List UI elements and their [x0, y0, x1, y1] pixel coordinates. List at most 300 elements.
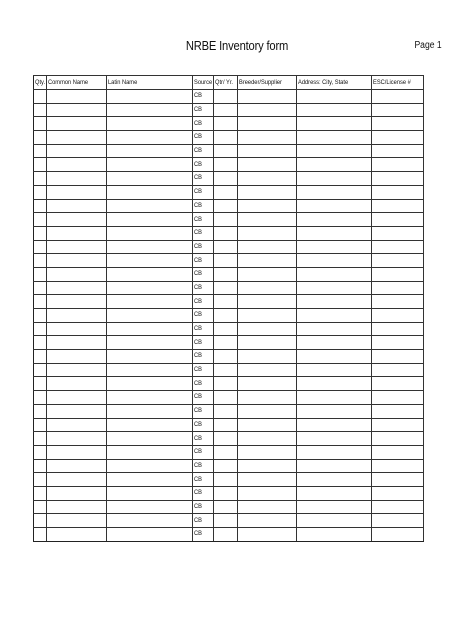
source-cell [193, 500, 214, 514]
address-cell[interactable] [297, 445, 372, 459]
common-name-cell[interactable] [47, 172, 107, 186]
qtr-yr-cell[interactable] [214, 281, 238, 295]
qty-cell[interactable] [34, 459, 47, 473]
esc-license-cell[interactable] [372, 131, 424, 145]
common-name-cell[interactable] [47, 226, 107, 240]
latin-name-cell[interactable] [107, 473, 193, 487]
address-cell[interactable] [297, 185, 372, 199]
esc-license-cell[interactable] [372, 432, 424, 446]
address-cell[interactable] [297, 199, 372, 213]
common-name-cell[interactable] [47, 185, 107, 199]
qty-cell[interactable] [34, 199, 47, 213]
latin-name-cell[interactable] [107, 281, 193, 295]
qty-cell[interactable] [34, 172, 47, 186]
source-cell [193, 404, 214, 418]
breeder-supplier-cell[interactable] [238, 213, 297, 227]
qtr-yr-cell[interactable] [214, 172, 238, 186]
source-value: CB [194, 229, 202, 237]
source-value: CB [194, 147, 202, 155]
header-common-name: Common Name [47, 76, 107, 90]
source-value: CB [194, 325, 202, 333]
address-cell[interactable] [297, 336, 372, 350]
common-name-cell[interactable] [47, 267, 107, 281]
qty-cell[interactable] [34, 281, 47, 295]
common-name-cell[interactable] [47, 103, 107, 117]
address-cell[interactable] [297, 418, 372, 432]
address-cell[interactable] [297, 103, 372, 117]
source-value: CB [194, 174, 202, 182]
address-cell[interactable] [297, 267, 372, 281]
qtr-yr-cell[interactable] [214, 226, 238, 240]
address-cell[interactable] [297, 240, 372, 254]
qtr-yr-cell[interactable] [214, 117, 238, 131]
latin-name-cell[interactable] [107, 240, 193, 254]
common-name-cell[interactable] [47, 391, 107, 405]
qtr-yr-cell[interactable] [214, 322, 238, 336]
address-cell[interactable] [297, 117, 372, 131]
qtr-yr-cell[interactable] [214, 350, 238, 364]
qty-cell[interactable] [34, 377, 47, 391]
esc-license-cell[interactable] [372, 185, 424, 199]
common-name-cell[interactable] [47, 486, 107, 500]
esc-license-cell[interactable] [372, 322, 424, 336]
common-name-cell[interactable] [47, 473, 107, 487]
table-row [34, 199, 424, 213]
common-name-cell[interactable] [47, 117, 107, 131]
breeder-supplier-cell[interactable] [238, 117, 297, 131]
qty-cell[interactable] [34, 528, 47, 542]
address-cell[interactable] [297, 350, 372, 364]
esc-license-cell[interactable] [372, 240, 424, 254]
table-row [34, 432, 424, 446]
esc-license-cell[interactable] [372, 363, 424, 377]
table-row [34, 240, 424, 254]
esc-license-cell[interactable] [372, 213, 424, 227]
common-name-cell[interactable] [47, 281, 107, 295]
qtr-yr-cell[interactable] [214, 199, 238, 213]
common-name-cell[interactable] [47, 144, 107, 158]
common-name-cell[interactable] [47, 514, 107, 528]
address-cell[interactable] [297, 309, 372, 323]
source-cell [193, 432, 214, 446]
breeder-supplier-cell[interactable] [238, 473, 297, 487]
breeder-supplier-cell[interactable] [238, 226, 297, 240]
breeder-supplier-cell[interactable] [238, 514, 297, 528]
qty-cell[interactable] [34, 158, 47, 172]
common-name-cell[interactable] [47, 363, 107, 377]
qtr-yr-cell[interactable] [214, 528, 238, 542]
esc-license-cell[interactable] [372, 254, 424, 268]
source-value: CB [194, 407, 202, 415]
breeder-supplier-cell[interactable] [238, 281, 297, 295]
qty-cell[interactable] [34, 295, 47, 309]
qtr-yr-cell[interactable] [214, 254, 238, 268]
qty-cell[interactable] [34, 391, 47, 405]
address-cell[interactable] [297, 213, 372, 227]
table-row [34, 295, 424, 309]
esc-license-cell[interactable] [372, 226, 424, 240]
address-cell[interactable] [297, 172, 372, 186]
address-cell[interactable] [297, 254, 372, 268]
esc-license-cell[interactable] [372, 486, 424, 500]
source-cell [193, 199, 214, 213]
breeder-supplier-cell[interactable] [238, 350, 297, 364]
address-cell[interactable] [297, 459, 372, 473]
breeder-supplier-cell[interactable] [238, 240, 297, 254]
common-name-cell[interactable] [47, 131, 107, 145]
qtr-yr-cell[interactable] [214, 240, 238, 254]
qty-cell[interactable] [34, 240, 47, 254]
latin-name-cell[interactable] [107, 514, 193, 528]
qtr-yr-cell[interactable] [214, 103, 238, 117]
common-name-cell[interactable] [47, 377, 107, 391]
source-cell [193, 486, 214, 500]
header-breeder-supplier: Breeder/Supplier [238, 76, 297, 90]
header-esc-license: ESC/License # [372, 76, 424, 90]
table-row [34, 226, 424, 240]
common-name-cell[interactable] [47, 254, 107, 268]
breeder-supplier-cell[interactable] [238, 459, 297, 473]
source-value: CB [194, 133, 202, 141]
qty-cell[interactable] [34, 404, 47, 418]
qty-cell[interactable] [34, 267, 47, 281]
qty-cell[interactable] [34, 445, 47, 459]
breeder-supplier-cell[interactable] [238, 418, 297, 432]
common-name-cell[interactable] [47, 445, 107, 459]
latin-name-cell[interactable] [107, 363, 193, 377]
table-row [34, 528, 424, 542]
common-name-cell[interactable] [47, 432, 107, 446]
address-cell[interactable] [297, 363, 372, 377]
table-row [34, 377, 424, 391]
latin-name-cell[interactable] [107, 486, 193, 500]
latin-name-cell[interactable] [107, 267, 193, 281]
qtr-yr-cell[interactable] [214, 377, 238, 391]
latin-name-cell[interactable] [107, 322, 193, 336]
header-qty: Qty. [34, 76, 47, 90]
breeder-supplier-cell[interactable] [238, 103, 297, 117]
qtr-yr-cell[interactable] [214, 336, 238, 350]
common-name-cell[interactable] [47, 336, 107, 350]
latin-name-cell[interactable] [107, 158, 193, 172]
qtr-yr-cell[interactable] [214, 144, 238, 158]
table-row [34, 90, 424, 104]
esc-license-cell[interactable] [372, 309, 424, 323]
qty-cell[interactable] [34, 432, 47, 446]
esc-license-cell[interactable] [372, 459, 424, 473]
breeder-supplier-cell[interactable] [238, 445, 297, 459]
esc-license-cell[interactable] [372, 144, 424, 158]
qtr-yr-cell[interactable] [214, 486, 238, 500]
qty-cell[interactable] [34, 473, 47, 487]
common-name-cell[interactable] [47, 418, 107, 432]
breeder-supplier-cell[interactable] [238, 172, 297, 186]
source-value: CB [194, 366, 202, 374]
breeder-supplier-cell[interactable] [238, 404, 297, 418]
esc-license-cell[interactable] [372, 404, 424, 418]
page-number: Page 1 [414, 40, 442, 51]
qtr-yr-cell[interactable] [214, 295, 238, 309]
latin-name-cell[interactable] [107, 500, 193, 514]
latin-name-cell[interactable] [107, 131, 193, 145]
breeder-supplier-cell[interactable] [238, 500, 297, 514]
esc-license-cell[interactable] [372, 350, 424, 364]
breeder-supplier-cell[interactable] [238, 486, 297, 500]
source-cell [193, 350, 214, 364]
qty-cell[interactable] [34, 213, 47, 227]
esc-license-cell[interactable] [372, 377, 424, 391]
source-cell [193, 309, 214, 323]
qtr-yr-cell[interactable] [214, 459, 238, 473]
address-cell[interactable] [297, 377, 372, 391]
common-name-cell[interactable] [47, 322, 107, 336]
table-row [34, 336, 424, 350]
latin-name-cell[interactable] [107, 418, 193, 432]
latin-name-cell[interactable] [107, 336, 193, 350]
breeder-supplier-cell[interactable] [238, 185, 297, 199]
qty-cell[interactable] [34, 185, 47, 199]
latin-name-cell[interactable] [107, 432, 193, 446]
common-name-cell[interactable] [47, 459, 107, 473]
table-row [34, 350, 424, 364]
source-cell [193, 144, 214, 158]
latin-name-cell[interactable] [107, 254, 193, 268]
qtr-yr-cell[interactable] [214, 473, 238, 487]
source-cell [193, 295, 214, 309]
source-value: CB [194, 160, 202, 168]
esc-license-cell[interactable] [372, 281, 424, 295]
address-cell[interactable] [297, 131, 372, 145]
qty-cell[interactable] [34, 144, 47, 158]
latin-name-cell[interactable] [107, 445, 193, 459]
common-name-cell[interactable] [47, 158, 107, 172]
address-cell[interactable] [297, 404, 372, 418]
breeder-supplier-cell[interactable] [238, 432, 297, 446]
address-cell[interactable] [297, 528, 372, 542]
source-value: CB [194, 338, 202, 346]
qty-cell[interactable] [34, 254, 47, 268]
address-cell[interactable] [297, 281, 372, 295]
common-name-cell[interactable] [47, 528, 107, 542]
source-value: CB [194, 256, 202, 264]
esc-license-cell[interactable] [372, 267, 424, 281]
esc-license-cell[interactable] [372, 158, 424, 172]
breeder-supplier-cell[interactable] [238, 131, 297, 145]
qty-cell[interactable] [34, 486, 47, 500]
source-cell [193, 281, 214, 295]
source-value: CB [194, 352, 202, 360]
qty-cell[interactable] [34, 226, 47, 240]
qtr-yr-cell[interactable] [214, 418, 238, 432]
table-row [34, 309, 424, 323]
qtr-yr-cell[interactable] [214, 267, 238, 281]
table-row [34, 267, 424, 281]
address-cell[interactable] [297, 90, 372, 104]
table-row [34, 445, 424, 459]
qtr-yr-cell[interactable] [214, 185, 238, 199]
source-cell [193, 377, 214, 391]
table-row [34, 144, 424, 158]
table-row [34, 418, 424, 432]
latin-name-cell[interactable] [107, 117, 193, 131]
qty-cell[interactable] [34, 514, 47, 528]
common-name-cell[interactable] [47, 350, 107, 364]
source-value: CB [194, 489, 202, 497]
qty-cell[interactable] [34, 418, 47, 432]
qty-cell[interactable] [34, 500, 47, 514]
breeder-supplier-cell[interactable] [238, 336, 297, 350]
breeder-supplier-cell[interactable] [238, 309, 297, 323]
source-cell [193, 528, 214, 542]
breeder-supplier-cell[interactable] [238, 199, 297, 213]
source-cell [193, 90, 214, 104]
breeder-supplier-cell[interactable] [238, 295, 297, 309]
qtr-yr-cell[interactable] [214, 500, 238, 514]
address-cell[interactable] [297, 158, 372, 172]
latin-name-cell[interactable] [107, 226, 193, 240]
qtr-yr-cell[interactable] [214, 514, 238, 528]
latin-name-cell[interactable] [107, 391, 193, 405]
latin-name-cell[interactable] [107, 404, 193, 418]
esc-license-cell[interactable] [372, 500, 424, 514]
common-name-cell[interactable] [47, 295, 107, 309]
esc-license-cell[interactable] [372, 90, 424, 104]
source-cell [193, 459, 214, 473]
qtr-yr-cell[interactable] [214, 158, 238, 172]
qty-cell[interactable] [34, 117, 47, 131]
qtr-yr-cell[interactable] [214, 131, 238, 145]
latin-name-cell[interactable] [107, 172, 193, 186]
source-cell [193, 445, 214, 459]
address-cell[interactable] [297, 432, 372, 446]
qtr-yr-cell[interactable] [214, 404, 238, 418]
esc-license-cell[interactable] [372, 103, 424, 117]
esc-license-cell[interactable] [372, 445, 424, 459]
latin-name-cell[interactable] [107, 213, 193, 227]
esc-license-cell[interactable] [372, 295, 424, 309]
breeder-supplier-cell[interactable] [238, 90, 297, 104]
table-row [34, 103, 424, 117]
esc-license-cell[interactable] [372, 172, 424, 186]
source-value: CB [194, 297, 202, 305]
header-address: Address: City, State [297, 76, 372, 90]
source-cell [193, 226, 214, 240]
breeder-supplier-cell[interactable] [238, 528, 297, 542]
table-row [34, 391, 424, 405]
latin-name-cell[interactable] [107, 350, 193, 364]
qty-cell[interactable] [34, 350, 47, 364]
address-cell[interactable] [297, 322, 372, 336]
common-name-cell[interactable] [47, 90, 107, 104]
latin-name-cell[interactable] [107, 309, 193, 323]
latin-name-cell[interactable] [107, 377, 193, 391]
address-cell[interactable] [297, 295, 372, 309]
esc-license-cell[interactable] [372, 514, 424, 528]
qty-cell[interactable] [34, 336, 47, 350]
esc-license-cell[interactable] [372, 473, 424, 487]
qty-cell[interactable] [34, 322, 47, 336]
common-name-cell[interactable] [47, 500, 107, 514]
breeder-supplier-cell[interactable] [238, 391, 297, 405]
breeder-supplier-cell[interactable] [238, 363, 297, 377]
source-cell [193, 213, 214, 227]
breeder-supplier-cell[interactable] [238, 377, 297, 391]
esc-license-cell[interactable] [372, 391, 424, 405]
table-body [34, 90, 424, 542]
form-title: NRBE Inventory form [185, 38, 289, 53]
address-cell[interactable] [297, 486, 372, 500]
source-cell [193, 322, 214, 336]
address-cell[interactable] [297, 144, 372, 158]
common-name-cell[interactable] [47, 309, 107, 323]
esc-license-cell[interactable] [372, 199, 424, 213]
latin-name-cell[interactable] [107, 295, 193, 309]
common-name-cell[interactable] [47, 213, 107, 227]
breeder-supplier-cell[interactable] [238, 267, 297, 281]
qtr-yr-cell[interactable] [214, 432, 238, 446]
qtr-yr-cell[interactable] [214, 213, 238, 227]
address-cell[interactable] [297, 514, 372, 528]
qtr-yr-cell[interactable] [214, 90, 238, 104]
table-row [34, 185, 424, 199]
source-value: CB [194, 106, 202, 114]
source-value: CB [194, 475, 202, 483]
qty-cell[interactable] [34, 90, 47, 104]
common-name-cell[interactable] [47, 199, 107, 213]
esc-license-cell[interactable] [372, 528, 424, 542]
source-value: CB [194, 461, 202, 469]
latin-name-cell[interactable] [107, 90, 193, 104]
latin-name-cell[interactable] [107, 103, 193, 117]
qty-cell[interactable] [34, 309, 47, 323]
source-value: CB [194, 448, 202, 456]
breeder-supplier-cell[interactable] [238, 254, 297, 268]
latin-name-cell[interactable] [107, 185, 193, 199]
address-cell[interactable] [297, 473, 372, 487]
qtr-yr-cell[interactable] [214, 445, 238, 459]
qtr-yr-cell[interactable] [214, 391, 238, 405]
source-cell [193, 158, 214, 172]
esc-license-cell[interactable] [372, 418, 424, 432]
latin-name-cell[interactable] [107, 528, 193, 542]
qty-cell[interactable] [34, 363, 47, 377]
common-name-cell[interactable] [47, 240, 107, 254]
source-cell [193, 103, 214, 117]
source-value: CB [194, 215, 202, 223]
source-value: CB [194, 188, 202, 196]
latin-name-cell[interactable] [107, 144, 193, 158]
latin-name-cell[interactable] [107, 459, 193, 473]
qtr-yr-cell[interactable] [214, 309, 238, 323]
breeder-supplier-cell[interactable] [238, 322, 297, 336]
source-cell [193, 185, 214, 199]
esc-license-cell[interactable] [372, 336, 424, 350]
address-cell[interactable] [297, 226, 372, 240]
esc-license-cell[interactable] [372, 117, 424, 131]
table-row [34, 500, 424, 514]
address-cell[interactable] [297, 391, 372, 405]
header-qtr-yr: Qtr/ Yr. [214, 76, 238, 90]
common-name-cell[interactable] [47, 404, 107, 418]
address-cell[interactable] [297, 500, 372, 514]
qtr-yr-cell[interactable] [214, 363, 238, 377]
latin-name-cell[interactable] [107, 199, 193, 213]
breeder-supplier-cell[interactable] [238, 158, 297, 172]
qty-cell[interactable] [34, 103, 47, 117]
source-cell [193, 363, 214, 377]
breeder-supplier-cell[interactable] [238, 144, 297, 158]
qty-cell[interactable] [34, 131, 47, 145]
